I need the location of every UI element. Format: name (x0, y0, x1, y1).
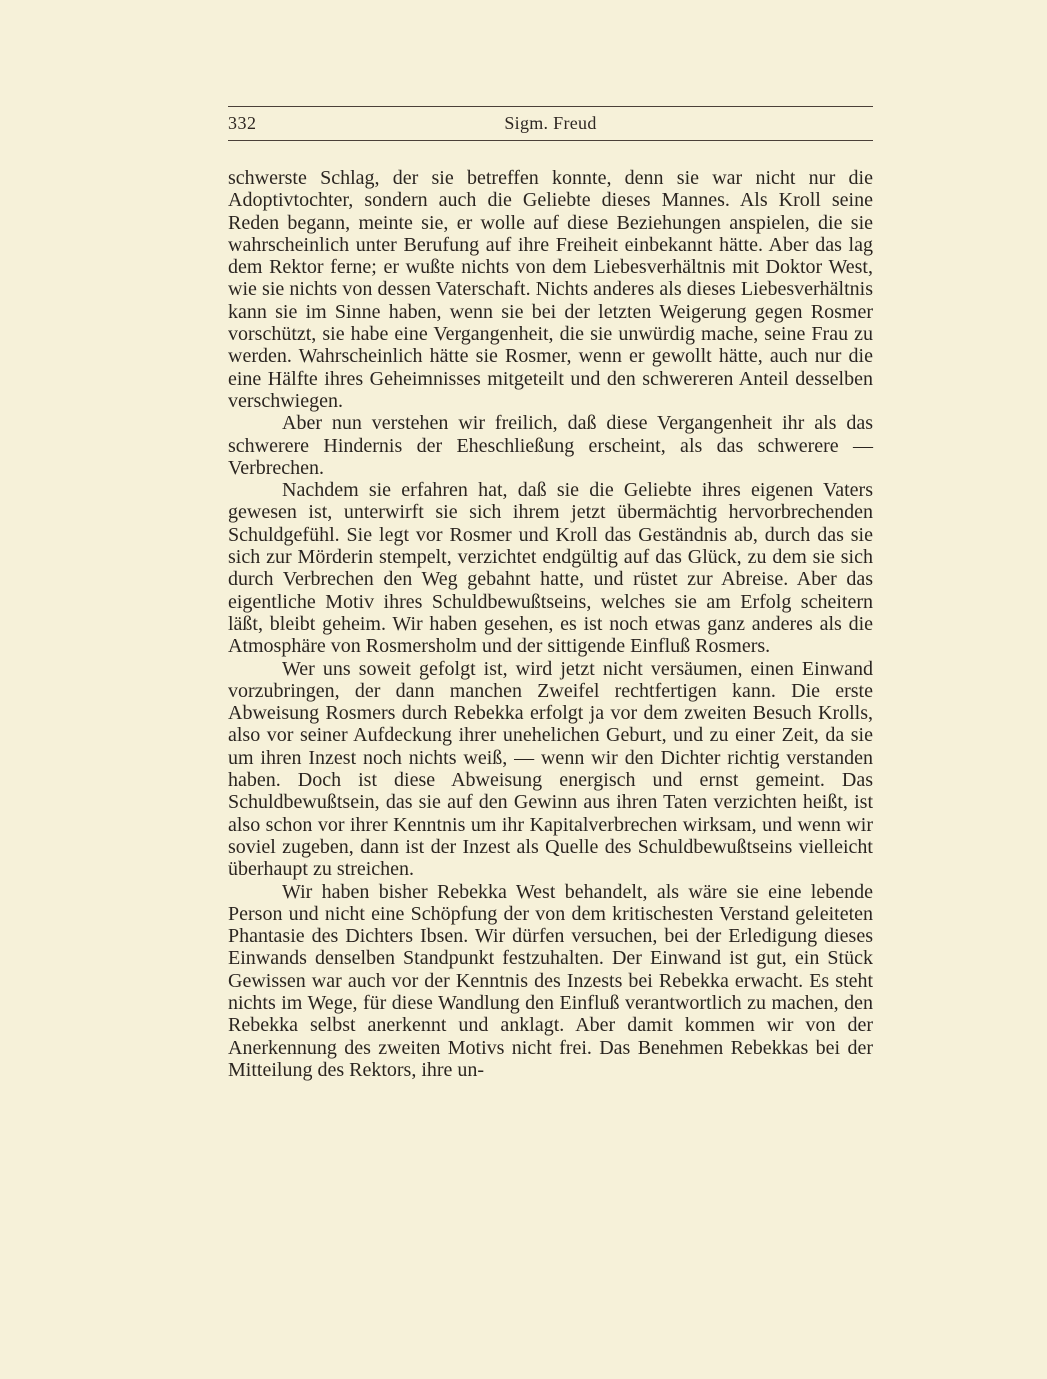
page-number: 332 (228, 113, 257, 133)
header-rule-top (228, 106, 873, 107)
paragraph-5: Wir haben bisher Rebekka West behandelt, als wäre sie eine lebende Person und nicht eine Schöpfung der von dem kritischesten Verstand geleiteten Phantasie des Dichters Ibsen. Wir dürfen versuchen, bei der Erledigung dieses Einwands denselben Standpunkt festzuhalten. Der Einwand ist gut, ein Stück Gewissen war auch vor der Kenntnis des Inzests bei Rebekka erwacht. Es steht nichts im Wege, für diese Wandlung den Einfluß verantwortlich zu machen, den Rebekka selbst anerkennt und anklagt. Aber damit kommen wir von der Anerkennung des zweiten Motivs nicht frei. Das Benehmen Rebekkas bei der Mitteilung des Rektors, ihre un- (228, 880, 873, 1081)
body-text (228, 167, 873, 1081)
paragraph-2: Aber nun verstehen wir freilich, daß diese Vergangenheit ihr als das schwerere Hindernis der Eheschließung erscheint, als das schwerere — Verbrechen. (228, 412, 873, 479)
page-header (228, 104, 873, 146)
header-rule-bottom (228, 140, 873, 141)
paragraph-1: schwerste Schlag, der sie betreffen konnte, denn sie war nicht nur die Adoptivtochter, sondern auch die Geliebte dieses Mannes. Als Kroll seine Reden begann, meinte sie, er wolle auf diese Beziehungen anspielen, die sie wahrscheinlich unter Berufung auf ihre Freiheit einbekannt hätte. Aber das lag dem Rektor ferne; er wußte nichts von dem Liebesverhältnis mit Doktor West, wie sie nichts von dessen Vaterschaft. Nichts anderes als dieses Liebesverhältnis kann sie im Sinne haben, wenn sie bei der letzten Weigerung gegen Rosmer vorschützt, sie habe eine Vergangenheit, die sie unwürdig mache, seine Frau zu werden. Wahrscheinlich hätte sie Rosmer, wenn er gewollt hätte, auch nur die eine Hälfte ihres Geheimnisses mitgeteilt und den schwereren Anteil desselben verschwiegen. (228, 167, 873, 412)
running-head: Sigm. Freud (504, 113, 597, 133)
paragraph-4: Wer uns soweit gefolgt ist, wird jetzt nicht versäumen, einen Einwand vorzubringen, der dann manchen Zweifel rechtfertigen kann. Die erste Abweisung Rosmers durch Rebekka erfolgt ja vor dem zweiten Besuch Krolls, also vor seiner Aufdeckung ihrer unehelichen Geburt, und zu einer Zeit, da sie um ihren Inzest noch nichts weiß, — wenn wir den Dichter richtig verstanden haben. Doch ist diese Abweisung energisch und ernst gemeint. Das Schuldbewußtsein, das sie auf den Gewinn aus ihren Taten verzichten heißt, ist also schon vor ihrer Kenntnis um ihr Kapitalverbrechen wirksam, und wenn wir soviel zugeben, dann ist der Inzest als Quelle des Schuldbewußtseins vielleicht überhaupt zu streichen. (228, 657, 873, 881)
paragraph-3: Nachdem sie erfahren hat, daß sie die Geliebte ihres eigenen Vaters gewesen ist, unterwirft sie sich ihrem jetzt übermächtig hervorbrechenden Schuldgefühl. Sie legt vor Rosmer und Kroll das Geständnis ab, durch das sie sich zur Mörderin stempelt, verzichtet endgültig auf das Glück, zu dem sie sich durch Verbrechen den Weg gebahnt hatte, und rüstet zur Abreise. Aber das eigentliche Motiv ihres Schuldbewußtseins, welches sie am Erfolg scheitern läßt, bleibt geheim. Wir haben gesehen, es ist noch etwas ganz anderes als die Atmosphäre von Rosmersholm und der sittigende Einfluß Rosmers. (228, 479, 873, 658)
